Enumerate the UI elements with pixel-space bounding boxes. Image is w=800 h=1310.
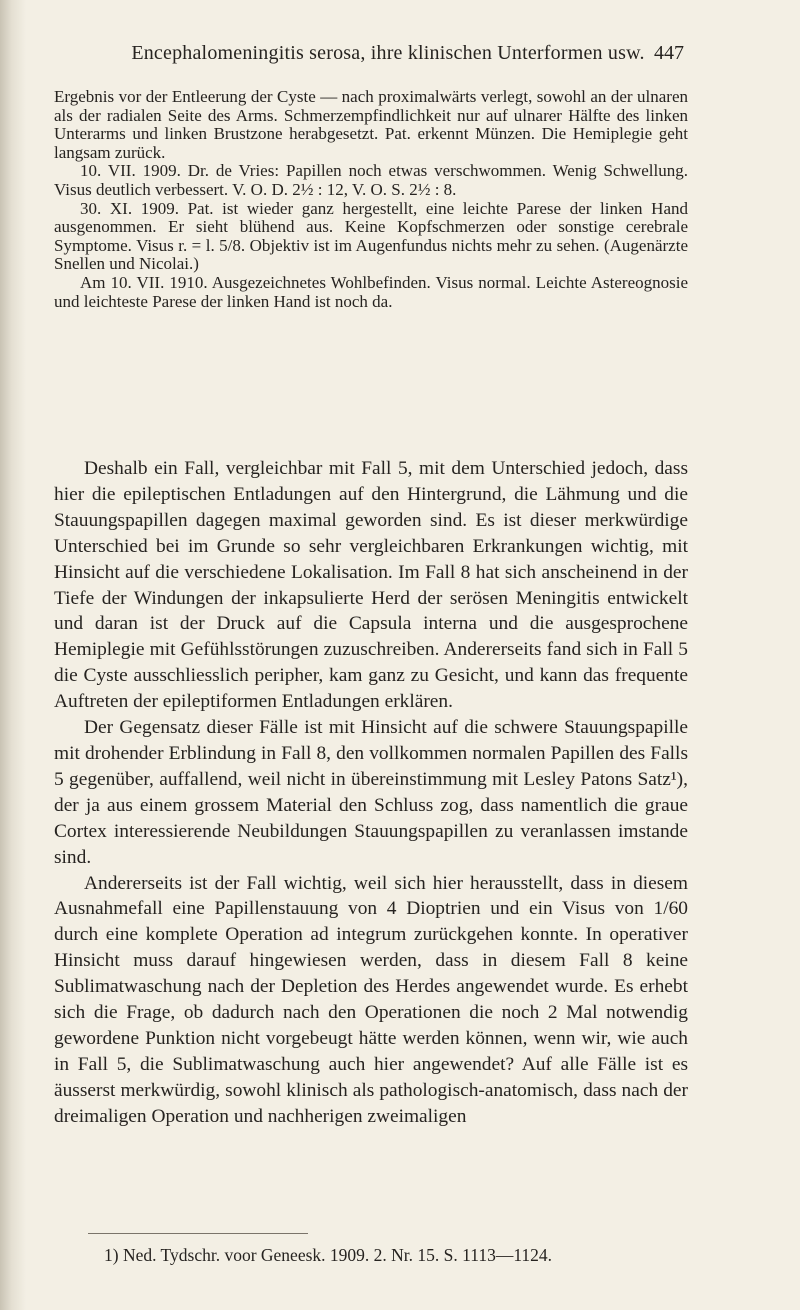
- body-paragraph: Andererseits ist der Fall wichtig, weil sich hier herausstellt, dass in diesem Ausnahmefall eine Papillenstauung von 4 Dioptrien und ein Visus von 1/60 durch eine komplete Operation ad integrum zurückgehen konnte. In operativer Hinsicht muss darauf hingewiesen werden, dass in diesem Fall 8 keine Sublimatwaschung nach der Depletion des Herdes angewendet wurde. Es erhebt sich die Frage, ob dadurch nach den Operationen die noch 2 Mal notwendig gewordene Punktion nicht vorgebeugt hätte werden können, wenn wir, wie auch in Fall 5, die Sublimatwaschung auch hier angewendet? Auf alle Fälle ist es äusserst merkwürdig, sowohl klinisch als pathologisch-anatomisch, dass nach der dreimaligen Operation und nachherigen zweimaligen: [54, 872, 688, 1127]
- body-paragraph: Der Gegensatz dieser Fälle ist mit Hinsicht auf die schwere Stauungspapille mit drohender Erblindung in Fall 8, den vollkommen normalen Papillen des Falls 5 gegenüber, auffallend, weil nicht in übereinstimmung mit Lesley Patons Satz¹), der ja aus einem grossem Material den Schluss zog, dass namentlich die graue Cortex interessierende Neubildungen Stauungspapillen zu veranlassen imstande sind.: [54, 717, 688, 868]
- running-header: [92, 42, 684, 65]
- case-note-paragraph: Am 10. VII. 1910. Ausgezeichnetes Wohlbefinden. Visus normal. Leichte Astereognosie und leichteste Parese der linken Hand ist noch da.: [54, 272, 688, 311]
- page-number: 447: [654, 42, 684, 64]
- running-title: Encephalomeningitis serosa, ihre klinischen Unterformen usw.: [131, 42, 645, 64]
- body-text: [54, 456, 688, 1130]
- footnote: 1) Ned. Tydschr. voor Geneesk. 1909. 2. Nr. 15. S. 1113—1124.: [104, 1245, 553, 1265]
- case-note-paragraph: Ergebnis vor der Entleerung der Cyste — nach proximalwärts verlegt, sowohl an der ulnaren als der radialen Seite des Arms. Schmerzempfindlichkeit nur auf ulnarer Hälfte des linken Unterarms und linken Brustzone herabgesetzt. Pat. erkennt Münzen. Die Hemiplegie geht langsam zurück.: [54, 87, 688, 162]
- case-note-paragraph: 10. VII. 1909. Dr. de Vries: Papillen noch etwas verschwommen. Wenig Schwellung. Visus deutlich verbessert. V. O. D. 2½ : 12, V. O. S. 2½ : 8.: [54, 161, 688, 199]
- footnote-divider: [88, 1233, 308, 1234]
- case-notes: [54, 88, 688, 311]
- body-paragraph: Deshalb ein Fall, vergleichbar mit Fall 5, mit dem Unterschied jedoch, dass hier die epileptischen Entladungen auf den Hintergrund, die Lähmung und die Stauungspapillen dagegen maximal geworden sind. Es ist dieser merkwürdige Unterschied bei im Grunde so sehr vergleichbaren Erkrankungen wichtig, mit Hinsicht auf die verschiedene Lokalisation. Im Fall 8 hat sich anscheinend in der Tiefe der Windungen der inkapsulierte Herd der serösen Meningitis entwickelt und daran ist der Druck auf die Capsula interna und die ausgesprochene Hemiplegie mit Gefühlsstörungen zuzuschreiben. Andererseits fand sich in Fall 5 die Cyste ausschliesslich peripher, kam ganz zu Gesicht, und kann das frequente Auftreten der epileptiformen Entladungen erklären.: [54, 458, 688, 713]
- case-note-paragraph: 30. XI. 1909. Pat. ist wieder ganz hergestellt, eine leichte Parese der linken Hand ausgenommen. Er sieht blühend aus. Keine Kopfschmerzen oder sonstige cerebrale Symptome. Visus r. = l. 5/8. Objektiv ist im Augenfundus nichts mehr zu sehen. (Augenärzte Snellen und Nicolai.): [54, 198, 688, 274]
